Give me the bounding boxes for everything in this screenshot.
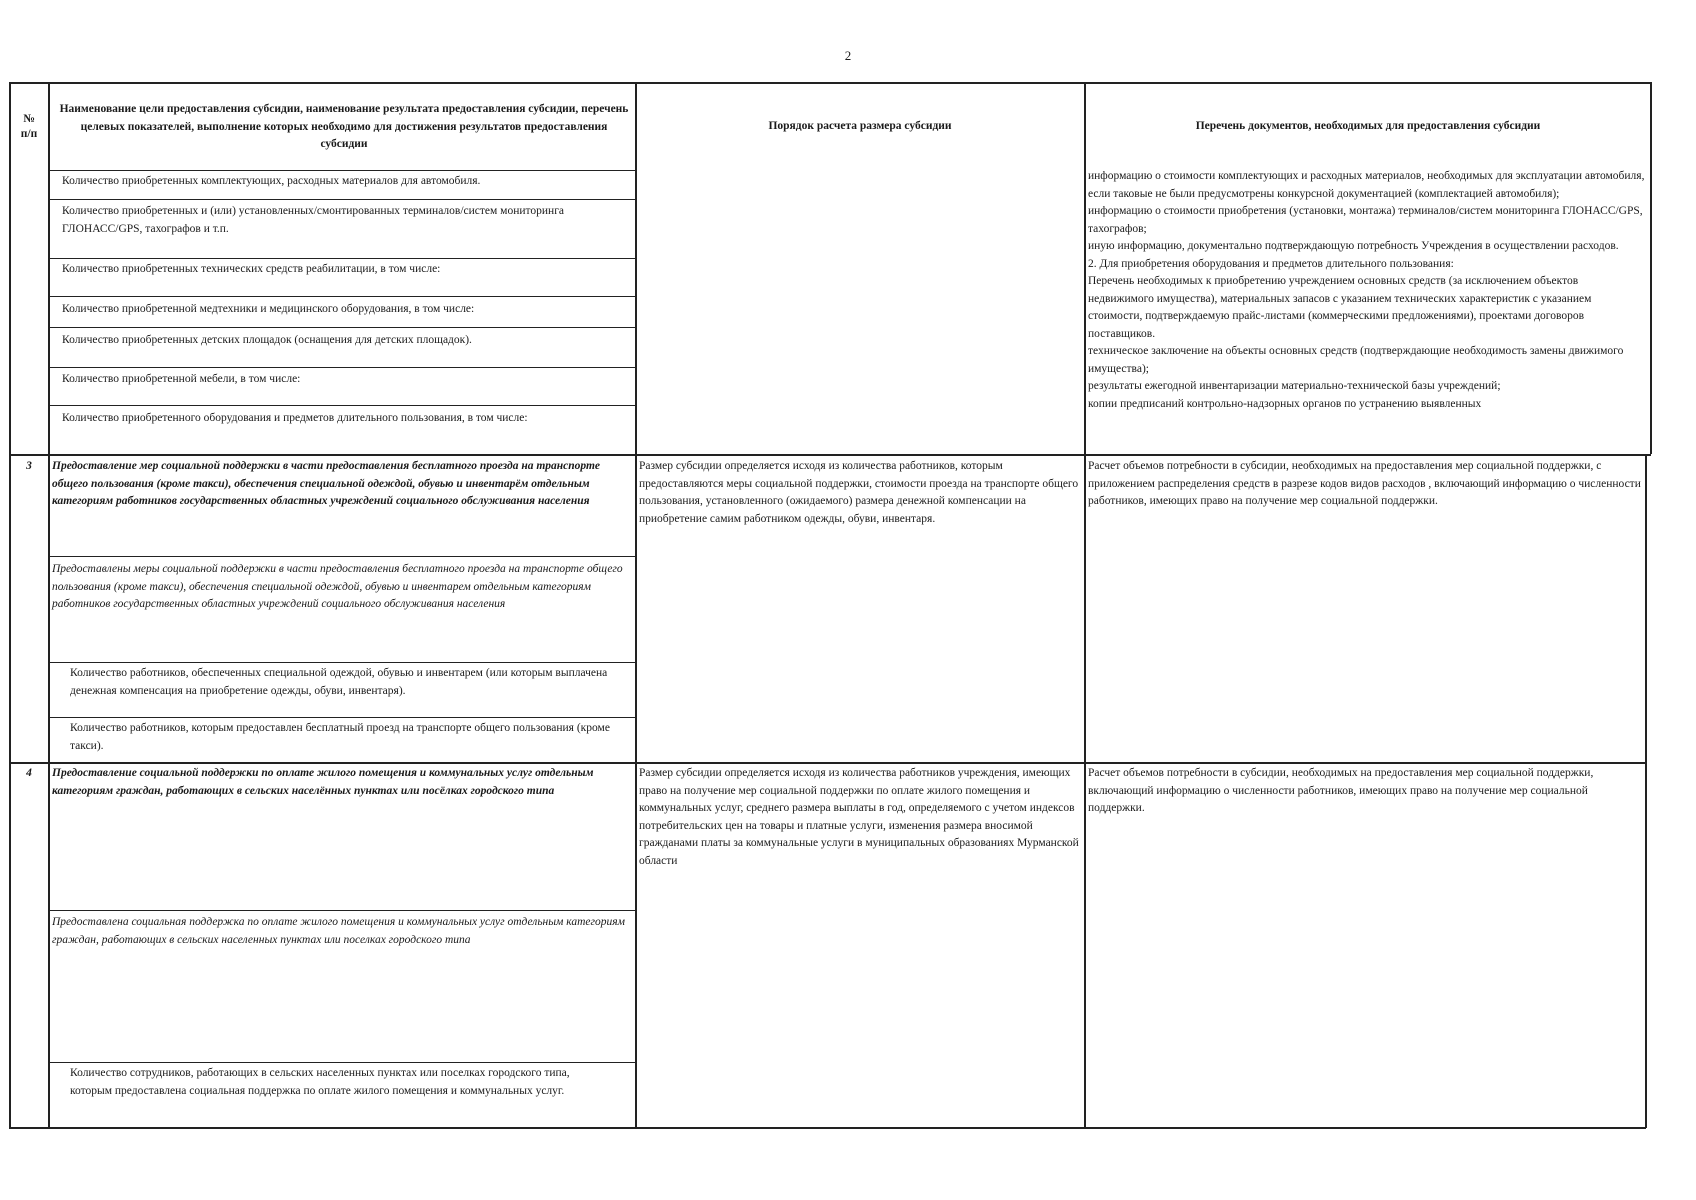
row-line <box>48 405 635 406</box>
indicator-s3-2: Количество работников, которым предоставлен бесплатный проезд на транспорте общего пользования (кроме такси). <box>70 722 610 752</box>
goal-s4: Предоставление социальной поддержки по оплате жилого помещения и коммунальных услуг отдельным категориям граждан, работающих в сельских населённых пунктах или посёлках городского типа <box>52 767 594 797</box>
row-line <box>48 910 635 911</box>
row-line <box>48 556 635 557</box>
row-line <box>48 662 635 663</box>
table-border-left <box>9 82 11 1128</box>
row-line <box>48 367 635 368</box>
table-border-right <box>1650 82 1652 454</box>
header-num: № п/п <box>20 113 38 140</box>
goal-s3: Предоставление мер социальной поддержки в части предоставления бесплатного проезда на транспорте общего пользования (кроме такси), обеспечения специальной одеждой, обувью и инвентарём отдельным категориям работников государственных областных учреждений социального обслуживания населения <box>52 460 600 507</box>
indicator-s2-3: Количество приобретенных технических средств реабилитации, в том числе: <box>62 263 441 275</box>
page-number: 2 <box>844 48 852 63</box>
row-line-s3 <box>9 454 1651 456</box>
calc-s3: Размер субсидии определяется исходя из количества работников, которым предоставляются меры социальной поддержки, стоимости проезда на транспорте общего пользования, установленного (ожидаемого) размера денежной компенсации на приобретение самим работником одежды, обуви, инвентаря. <box>639 460 1079 525</box>
table-border-bottom <box>9 1127 1646 1129</box>
col-line-2 <box>635 82 637 1128</box>
row-line <box>48 717 635 718</box>
indicator-s2-2: Количество приобретенных и (или) установленных/смонтированных терминалов/систем мониторинга ГЛОНАСС/GPS, тахографов и т.п. <box>62 205 565 235</box>
result-s4: Предоставлена социальная поддержка по оплате жилого помещения и коммунальных услуг отдельным категориям граждан, работающих в сельских населенных пунктах или поселках городского типа <box>52 916 625 946</box>
col-line-3 <box>1084 82 1086 1128</box>
indicator-s2-6: Количество приобретенной мебели, в том числе: <box>62 373 301 385</box>
header-name: Наименование цели предоставления субсидии, наименование результата предоставления субсидии, перечень целевых показателей, выполнение которых необходимо для достижения результатов предоставления субсидии <box>59 103 629 150</box>
section-num-3: 3 <box>26 460 32 472</box>
docs-s2: информацию о стоимости комплектующих и расходных материалов, необходимых для эксплуатации автомобиля, если таковые не были предусмотрены конкурсной документацией (комплектацией автомобиля); информацию о стоимости приобретения (установки, монтажа) терминалов/систем мониторинга ГЛОНАСС/GPS, тахографов; иную информацию, документально подтверждающую потребность Учреждения в осуществлении расходов. 2. Для приобретения оборудования и предметов длительного пользования: Перечень необходимых к приобретению учреждением основных средств (за исключением объектов недвижимого имущества), материальных запасов с указанием технических характеристик с указанием стоимости, подтверждаемую прайс-листами (коммерческими предложениями), проектами договоров поставщиков. техническое заключение на объекты основных средств (подтверждающие необходимость замены движимого имущества); результаты ежегодной инвентаризации материально-технической базы учреждений; копии предписаний контрольно-надзорных органов по устранению выявленных <box>1088 170 1645 410</box>
row-line <box>48 199 635 200</box>
indicator-s2-7: Количество приобретенного оборудования и предметов длительного пользования, в том числе: <box>62 412 528 424</box>
docs-s3: Расчет объемов потребности в субсидии, необходимых на предоставления мер социальной поддержки, с приложением распределения средств в разрезе кодов видов расходов , включающий информацию о численности работников, имеющих право на получение мер социальной поддержки. <box>1088 460 1641 507</box>
indicator-s2-5: Количество приобретенных детских площадок (оснащения для детских площадок). <box>62 334 472 346</box>
row-line <box>48 327 635 328</box>
header-docs: Перечень документов, необходимых для предоставления субсидии <box>1195 120 1541 132</box>
header-calc: Порядок расчета размера субсидии <box>768 120 952 132</box>
docs-s4: Расчет объемов потребности в субсидии, необходимых на предоставления мер социальной поддержки, включающий информацию о численности работников, имеющих право на получение мер социальной поддержки. <box>1088 767 1594 814</box>
section-num-4: 4 <box>26 767 32 779</box>
table-border-top <box>9 82 1651 84</box>
row-line <box>48 296 635 297</box>
table-border-right-lower <box>1645 454 1647 1128</box>
result-s3: Предоставлены меры социальной поддержки в части предоставления бесплатного проезда на транспорте общего пользования (кроме такси), обеспечения специальной одеждой, обувью и инвентарем отдельным категориям работников государственных областных учреждений социального обслуживания населения <box>52 563 623 610</box>
row-line <box>48 258 635 259</box>
indicator-s2-4: Количество приобретенной медтехники и медицинского оборудования, в том числе: <box>62 303 475 315</box>
indicator-s2-1: Количество приобретенных комплектующих, расходных материалов для автомобиля. <box>62 175 481 187</box>
row-line-s4 <box>9 762 1646 764</box>
row-line <box>48 1062 635 1063</box>
indicator-s3-1: Количество работников, обеспеченных специальной одеждой, обувью и инвентарем (или которым выплачена денежная компенсация на приобретение одежды, обуви, инвентаря). <box>70 667 608 697</box>
row-line <box>48 170 635 171</box>
indicator-s4-1: Количество сотрудников, работающих в сельских населенных пунктах или поселках городского типа, которым предоставлена социальная поддержка по оплате жилого помещения и коммунальных услуг. <box>70 1067 570 1097</box>
calc-s4: Размер субсидии определяется исходя из количества работников учреждения, имеющих право на получение мер социальной поддержки по оплате жилого помещения и коммунальных услуг, среднего размера выплаты в год, определяемого с учетом индексов потребительских цен на товары и платные услуги, изменения размера вносимой гражданами платы за коммунальные услуги в муниципальных образованиях Мурманской области <box>639 767 1079 867</box>
col-line-1 <box>48 82 50 1128</box>
